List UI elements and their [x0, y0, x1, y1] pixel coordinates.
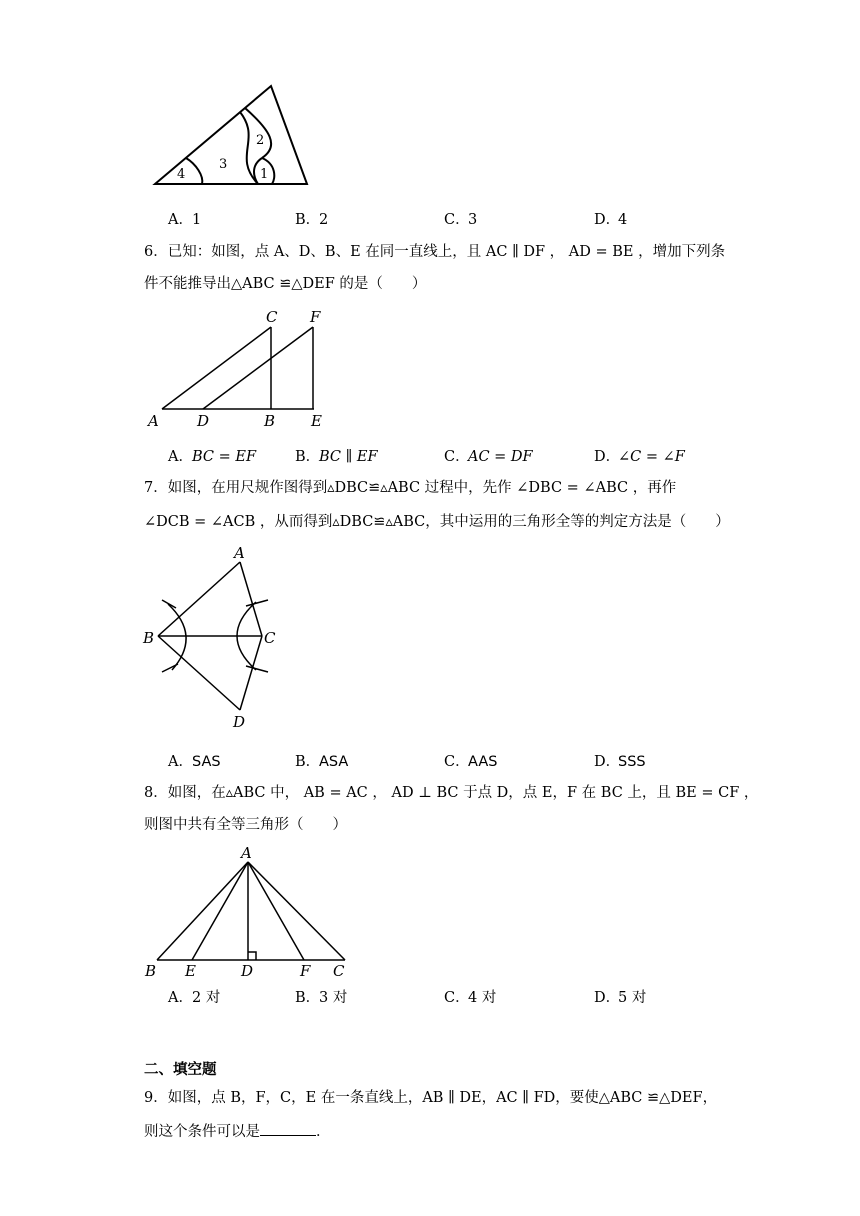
q6-label-c: C — [266, 308, 278, 326]
q5-option-c: C．3 — [444, 212, 478, 228]
q6-text-line2: 件不能推导出△ABC ≌△DEF 的是（ ） — [144, 276, 427, 292]
q8-label-b: B — [145, 962, 157, 980]
q6-label-a: A — [148, 412, 159, 430]
q6-label-b: B — [264, 412, 276, 430]
q8-option-c: C．4 对 — [444, 990, 497, 1006]
q9-text-line1: 9．如图，点 B，F，C，E 在一条直线上，AB ∥ DE，AC ∥ FD，要使△ABC ≌△DEF， — [144, 1090, 718, 1106]
q5-label-4: 4 — [177, 167, 186, 182]
q8-option-a: A．2 对 — [168, 990, 221, 1006]
q8-option-b: B．3 对 — [295, 990, 348, 1006]
q5-option-d: D．4 — [594, 212, 628, 228]
q5-label-3: 3 — [219, 157, 228, 172]
q5-arc-4 — [186, 158, 202, 184]
q9-line2-prefix: 则这个条件可以是 — [144, 1124, 260, 1140]
q8-label-d: D — [241, 962, 254, 980]
q6-option-d: D．∠C = ∠F — [594, 449, 685, 465]
q8-label-a: A — [241, 844, 252, 862]
q6-figure — [140, 305, 340, 433]
q6-label-e: E — [311, 412, 322, 430]
section-title-fill-in: 二、填空题 — [144, 1062, 217, 1078]
q6-label-d: D — [197, 412, 210, 430]
q6-option-c: C．AC = DF — [444, 449, 533, 465]
q5-option-a: A．1 — [168, 212, 202, 228]
q7-label-a: A — [234, 544, 245, 562]
q8-text-line2: 则图中共有全等三角形（ ） — [144, 817, 347, 833]
q5-label-1: 1 — [260, 167, 269, 182]
q6-option-b: B．BC ∥ EF — [295, 449, 378, 465]
q9-line2-suffix: ． — [316, 1124, 331, 1140]
q7-option-c: C．AAS — [444, 754, 498, 770]
q6-label-f: F — [310, 308, 321, 326]
q9-text-line2 — [144, 1121, 331, 1142]
q7-text-line1: 7．如图，在用尺规作图得到▵DBC≌▵ABC 过程中，先作 ∠DBC = ∠ABC ，再作 — [144, 480, 677, 496]
q8-label-e: E — [185, 962, 196, 980]
q5-option-b: B．2 — [295, 212, 329, 228]
q5-figure — [150, 80, 320, 192]
q6-option-a: A．BC = EF — [168, 449, 257, 465]
q7-option-d: D．SSS — [594, 754, 646, 770]
q8-option-d: D．5 对 — [594, 990, 647, 1006]
q7-figure — [140, 542, 290, 737]
q8-label-f: F — [300, 962, 311, 980]
q7-label-d: D — [233, 713, 246, 731]
q5-label-2: 2 — [256, 133, 265, 148]
q7-option-b: B．ASA — [295, 754, 349, 770]
q6-text-line1: 6．已知：如图，点 A、D、B、E 在同一直线上，且 AC ∥ DF ， AD = BE ，增加下列条 — [144, 244, 726, 260]
q8-label-c: C — [333, 962, 345, 980]
q8-text-line1: 8．如图，在▵ABC 中， AB = AC ， AD ⊥ BC 于点 D，点 E，F 在 BC 上，且 BE = CF ， — [144, 785, 759, 801]
q9-answer-blank[interactable] — [260, 1121, 316, 1136]
q5-arc-3 — [240, 112, 258, 184]
q8-figure — [140, 840, 360, 980]
q7-label-b: B — [143, 629, 155, 647]
q7-option-a: A．SAS — [168, 754, 221, 770]
q7-text-line2: ∠DCB = ∠ACB ，从而得到▵DBC≌▵ABC，其中运用的三角形全等的判定方法是（ ） — [144, 514, 730, 530]
q7-label-c: C — [264, 629, 276, 647]
